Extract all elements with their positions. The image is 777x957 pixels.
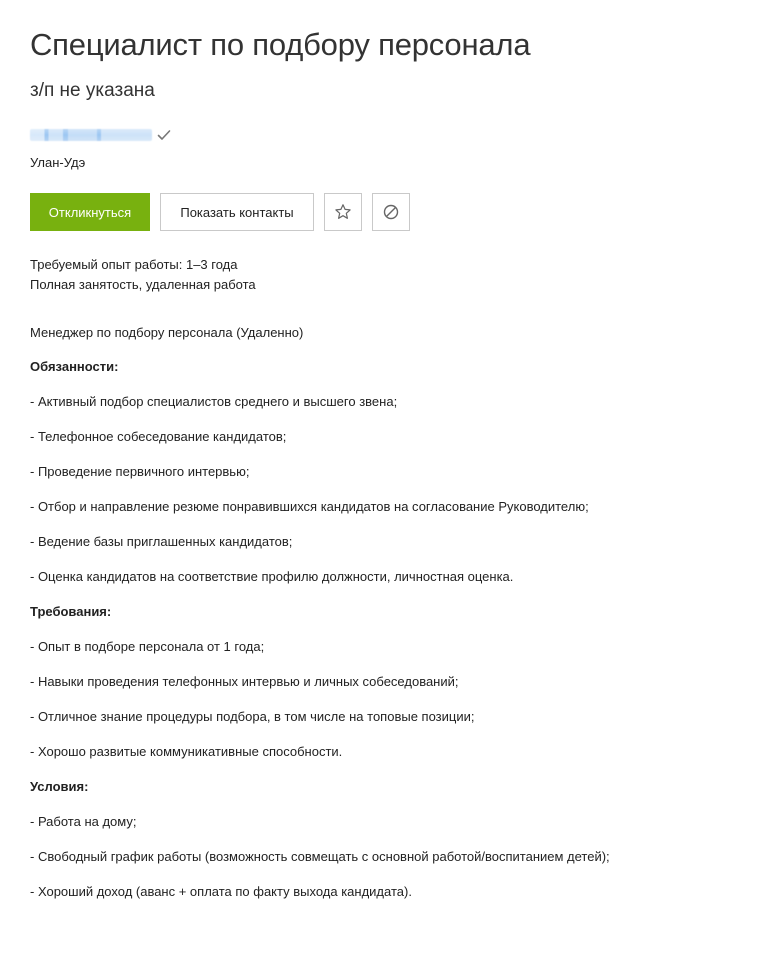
- list-item: - Телефонное собеседование кандидатов;: [30, 429, 287, 444]
- action-bar: [30, 193, 747, 231]
- company-name-link[interactable]: [30, 129, 152, 141]
- list-item: - Работа на дому;: [30, 814, 137, 829]
- checkmark-icon: [156, 127, 172, 143]
- city-text: Улан-Удэ: [30, 155, 86, 170]
- favorite-button[interactable]: [324, 193, 362, 231]
- employment-text: Полная занятость, удаленная работа: [30, 277, 256, 292]
- description-intro: Менеджер по подбору персонала (Удаленно): [30, 325, 304, 340]
- list-item: - Отбор и направление резюме понравившихся кандидатов на согласование Руководителю;: [30, 499, 589, 514]
- vacancy-description: [30, 324, 747, 901]
- list-item: - Ведение базы приглашенных кандидатов;: [30, 534, 293, 549]
- apply-button[interactable]: Откликнуться: [30, 193, 150, 231]
- list-item: - Свободный график работы (возможность совмещать с основной работой/воспитанием детей);: [30, 849, 610, 864]
- list-item: - Хорошо развитые коммуникативные способности.: [30, 744, 343, 759]
- section-heading-requirements: Требования:: [30, 604, 112, 619]
- section-heading-duties: Обязанности:: [30, 359, 119, 374]
- list-item: - Опыт в подборе персонала от 1 года;: [30, 639, 265, 654]
- list-item: - Активный подбор специалистов среднего и высшего звена;: [30, 394, 398, 409]
- hide-vacancy-button[interactable]: [372, 193, 410, 231]
- vacancy-meta: [30, 255, 747, 295]
- show-contacts-button[interactable]: Показать контакты: [160, 193, 314, 231]
- list-item: - Проведение первичного интервью;: [30, 464, 250, 479]
- experience-text: Требуемый опыт работы: 1–3 года: [30, 257, 238, 272]
- list-item: - Навыки проведения телефонных интервью и личных собеседований;: [30, 674, 459, 689]
- list-item: - Хороший доход (аванс + оплата по факту выхода кандидата).: [30, 884, 412, 899]
- company-row: [30, 125, 747, 145]
- list-item: - Оценка кандидатов на соответствие профилю должности, личностная оценка.: [30, 569, 514, 584]
- salary-text: з/п не указана: [30, 80, 155, 101]
- vacancy-title: Специалист по подбору персонала: [30, 27, 531, 62]
- list-item: - Отличное знание процедуры подбора, в том числе на топовые позиции;: [30, 709, 475, 724]
- block-icon: [382, 203, 400, 221]
- section-heading-conditions: Условия:: [30, 779, 89, 794]
- star-icon: [334, 203, 352, 221]
